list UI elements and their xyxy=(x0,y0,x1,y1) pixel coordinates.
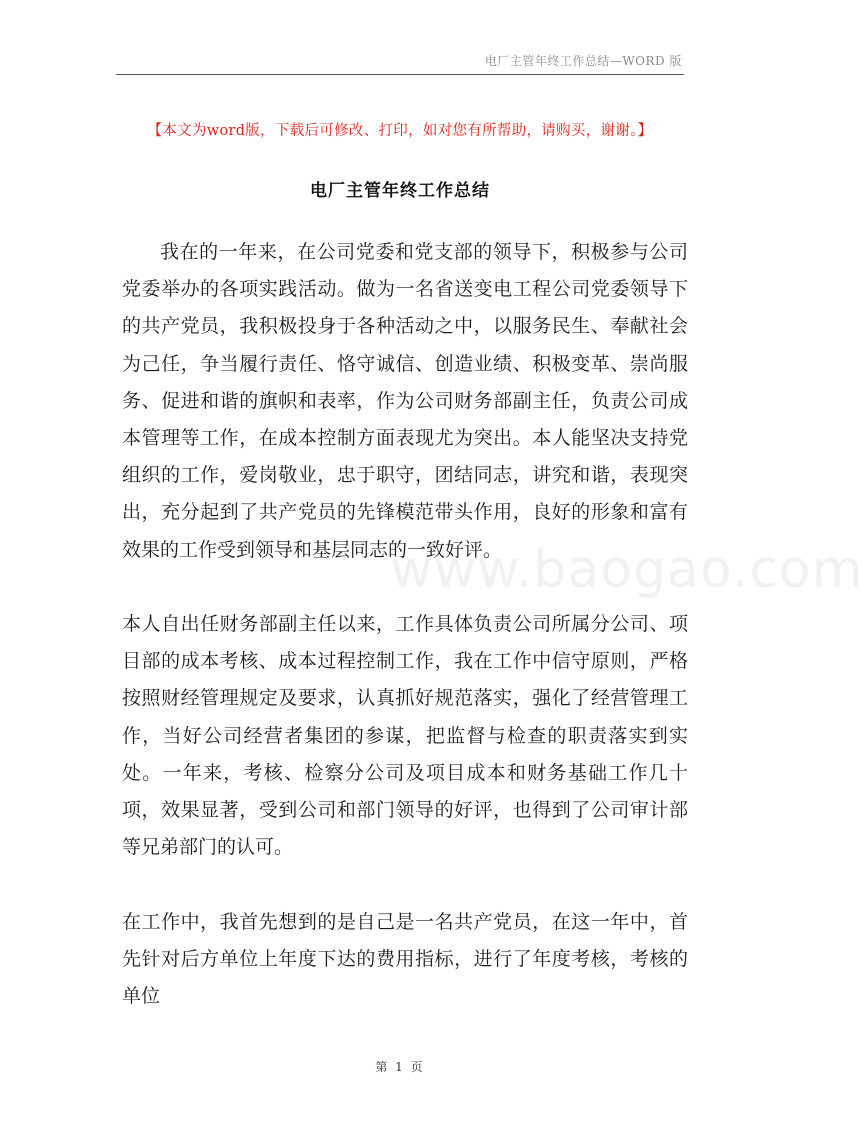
document-title: 电厂主管年终工作总结 xyxy=(310,181,490,201)
purchase-notice: 【本文为word版，下载后可修改、打印，如对您有所帮助，请购买，谢谢。】 xyxy=(147,123,653,139)
header-divider xyxy=(116,74,684,75)
page-number: 第 1 页 xyxy=(375,1060,425,1074)
paragraph-1: 我在的一年来，在公司党委和党支部的领导下，积极参与公司党委举办的各项实践活动。做为一名省送变电工程公司党委领导下的共产党员，我积极投身于各种活动之中，以服务民生、奉献社会为己任，争当履行责任、恪守诚信、创造业绩、积极变革、崇尚服务、促进和谐的旗帜和表率，作为公司财务部副主任，负责公司成本管理等工作，在成本控制方面表现尤为突出。本人能坚决支持党组织的工作，爱岗敬业，忠于职守，团结同志，讲究和谐，表现突出，充分起到了共产党员的先锋模范带头作用，良好的形象和富有效果的工作受到领导和基层同志的一致好评。 xyxy=(122,241,688,561)
paragraph-3: 在工作中，我首先想到的是自己是一名共产党员，在这一年中，首先针对后方单位上年度下达的费用指标，进行了年度考核，考核的单位 xyxy=(122,910,688,1008)
running-header: 电厂主管年终工作总结—WORD 版 xyxy=(484,54,682,68)
watermark-text: www.baogao.com xyxy=(390,540,863,600)
paragraph-2: 本人自出任财务部副主任以来，工作具体负责公司所属分公司、项目部的成本考核、成本过程控制工作，我在工作中信守原则，严格按照财经管理规定及要求，认真抓好规范落实，强化了经营管理工作，当好公司经营者集团的参谋，把监督与检查的职责落实到实处。一年来，考核、检察分公司及项目成本和财务基础工作几十项，效果显著，受到公司和部门领导的好评，也得到了公司审计部等兄弟部门的认可。 xyxy=(122,613,688,859)
document-body xyxy=(122,234,688,1015)
